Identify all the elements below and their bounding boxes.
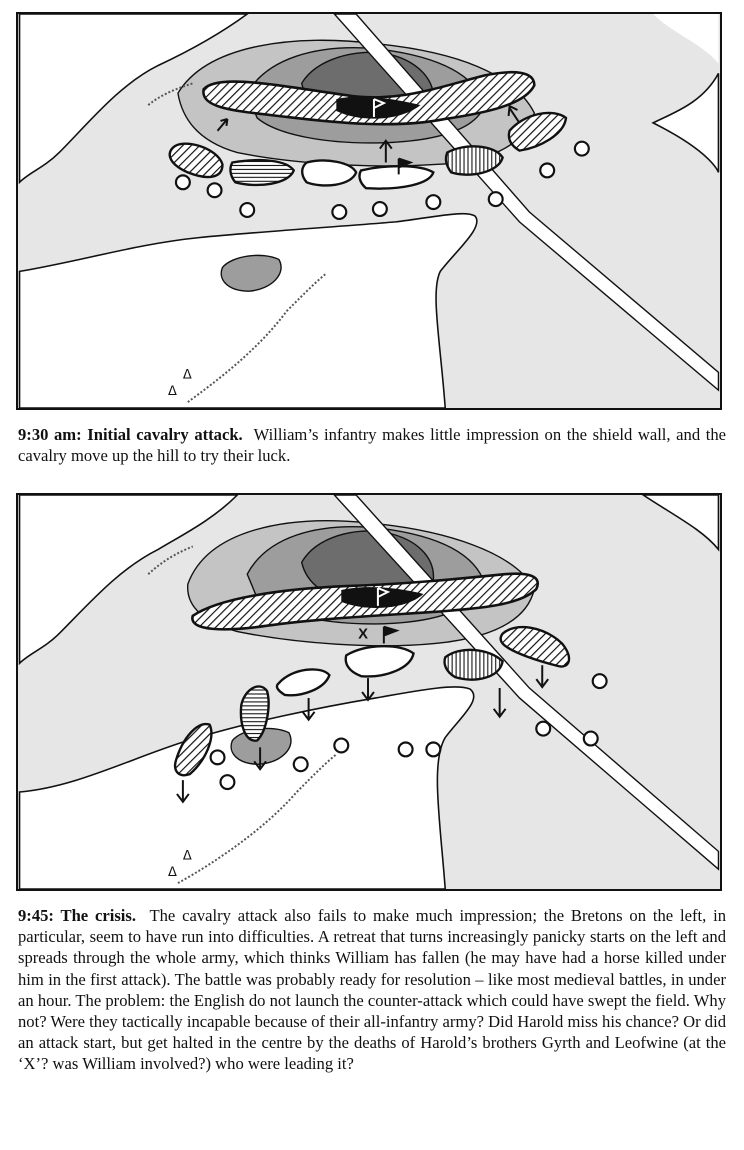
marsh-symbol: ᐃ [182, 848, 192, 863]
unit-center-left [277, 669, 329, 695]
south-white-area [20, 214, 477, 408]
unit-center-left [302, 161, 356, 186]
marsh-symbol-2: ᐃ [168, 865, 177, 880]
unit-left-hatched [170, 144, 223, 177]
top-right-white [643, 495, 718, 549]
map-0930-canvas [18, 14, 720, 408]
battle-map-0945 [16, 493, 722, 891]
top-right-white [653, 14, 718, 63]
caption-0930-title: 9:30 am: Initial cavalry attack. [18, 425, 243, 444]
caption-0945-text: The cavalry attack also fails to make much impression; the Bretons on the left, in particular, seem to have run into difficulties. A retreat that turns increasingly panicky starts on the left and spreads through the whole army, which thinks William has fallen (he may have had a horse killed under him in the first attack). The battle was probably ready for resolution – like most medieval battles, in under an hour. The problem: the English do not launch the counter-attack which could have swept the field. Why not? Were they tactically incapable because of their all-infantry army? Did Harold miss his chance? Or did an attack start, but get halted in the centre by the deaths of Harold’s brothers Gyrth and Leofwine (at the ‘X’? was William involved?) who were leading it? [18, 906, 727, 1074]
unit-right-vertical [446, 146, 503, 174]
unit-center-william [360, 166, 434, 188]
map-0945-canvas [18, 495, 720, 889]
unit-left-horizontal [230, 160, 293, 185]
marsh-symbol: ᐃ [182, 367, 192, 382]
crisis-marker-x: X [358, 626, 369, 643]
battle-map-0930 [16, 12, 722, 410]
unit-center-william [346, 646, 414, 676]
unit-right-vertical [445, 650, 503, 680]
caption-0945-title: 9:45: The crisis. [18, 906, 137, 925]
caption-0945 [18, 905, 726, 1075]
marsh-symbol-2: ᐃ [168, 384, 177, 399]
caption-0930-text: William’s infantry makes little impression on the shield wall, and the cavalry move up the hill to try their luck. [18, 425, 726, 466]
right-white-area [653, 73, 718, 172]
caption-0930 [18, 424, 726, 466]
unit-right-diag [501, 627, 569, 666]
